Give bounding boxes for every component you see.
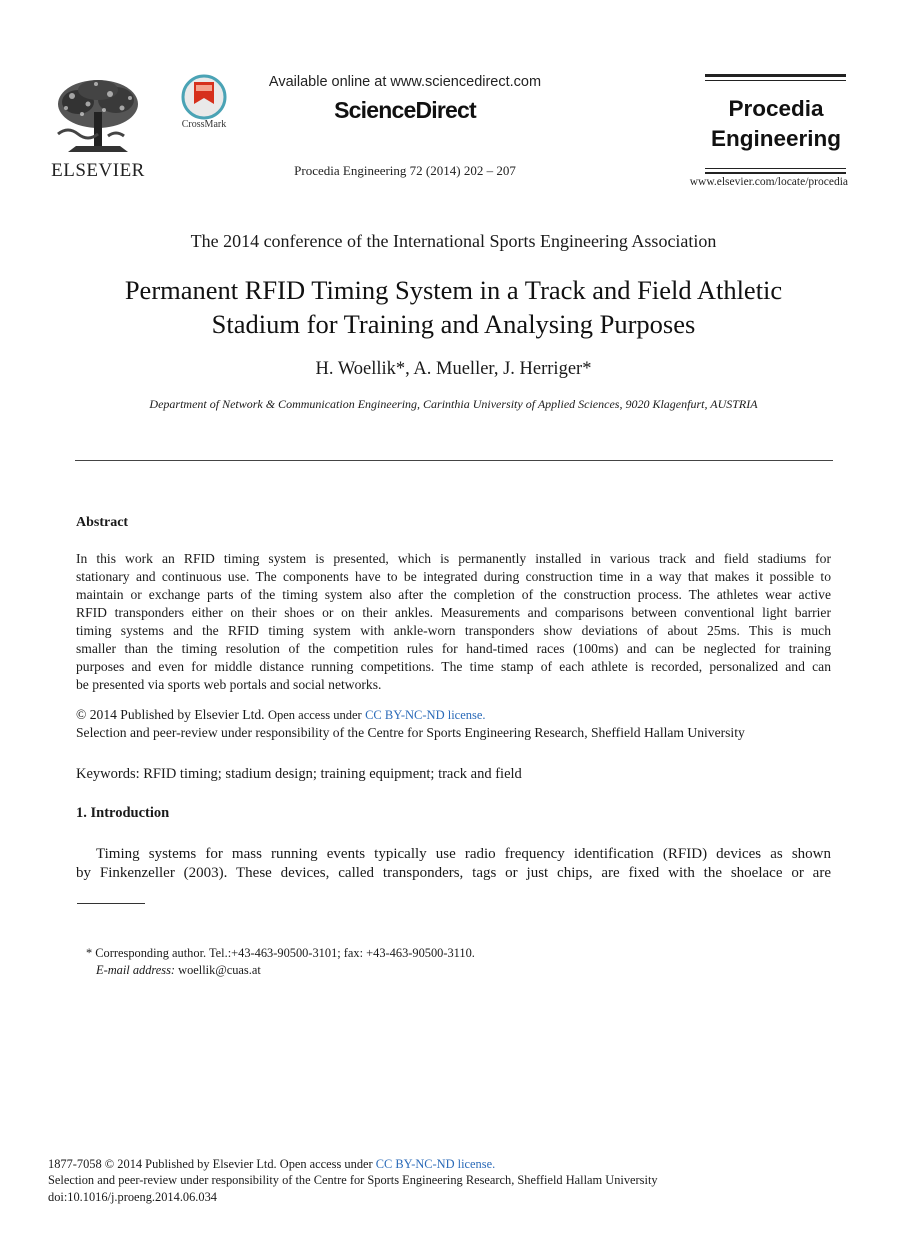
- footer-doi[interactable]: doi:10.1016/j.proeng.2014.06.034: [48, 1190, 217, 1204]
- article-title: [0, 273, 907, 341]
- copyright-text: © 2014 Published by Elsevier Ltd.: [76, 707, 265, 722]
- journal-name-line2: Engineering: [710, 126, 841, 151]
- abstract-line: be presented via sports web portals and social networks.: [76, 677, 382, 692]
- journal-name: [700, 94, 852, 154]
- journal-name-line1: Procedia: [728, 96, 824, 121]
- footer-issn-line: [48, 1157, 495, 1172]
- footer-peer-review: Selection and peer-review under responsibility of the Centre for Sports Engineering Research, Sheffield Hallam University: [48, 1173, 658, 1187]
- journal-citation: Procedia Engineering 72 (2014) 202 – 207: [294, 163, 516, 178]
- footer-issn-text: 1877-7058 © 2014 Published by Elsevier Ltd.: [48, 1157, 277, 1171]
- footer-open-access-text: Open access under: [279, 1157, 373, 1171]
- journal-url[interactable]: www.elsevier.com/locate/procedia: [689, 176, 848, 188]
- elsevier-logo: [48, 74, 148, 181]
- footnote-corresponding: * Corresponding author. Tel.:+43-463-90500-3101; fax: +43-463-90500-3110.: [86, 946, 475, 960]
- title-divider: [75, 460, 833, 461]
- introduction-body: [76, 845, 831, 883]
- footnote-email-line: [96, 963, 261, 978]
- article-title-line2: Stadium for Training and Analysing Purposes: [211, 309, 696, 339]
- abstract-line: stationary and continuous use. The components have to be integrated during construction time in a way that makes it possible to: [76, 569, 831, 584]
- footnote-rule: [77, 903, 145, 904]
- elsevier-logo-text: ELSEVIER: [51, 160, 145, 181]
- article-title-line1: Permanent RFID Timing System in a Track and Field Athletic: [124, 275, 783, 305]
- footer-license-link[interactable]: CC BY-NC-ND license.: [375, 1157, 496, 1171]
- abstract-heading: Abstract: [76, 515, 129, 530]
- abstract-line: In this work an RFID timing system is presented, which is permanently installed in various track and field stadiums for: [76, 551, 831, 566]
- email-address[interactable]: woellik@cuas.at: [178, 963, 261, 977]
- journal-rule-top-thin: [705, 80, 846, 81]
- journal-rule-bottom-thick: [705, 172, 846, 174]
- keywords: Keywords: RFID timing; stadium design; training equipment; track and field: [76, 766, 522, 782]
- section-heading-introduction: 1. Introduction: [76, 805, 170, 821]
- authors: H. Woellik*, A. Mueller, J. Herriger*: [315, 359, 592, 379]
- introduction-line: Timing systems for mass running events typically use radio frequency identification (RFID) devices as shown: [96, 846, 831, 862]
- affiliation: Department of Network & Communication Engineering, Carinthia University of Applied Sciences, 9020 Klagenfurt, AUSTRIA: [149, 397, 758, 411]
- copyright-line: [76, 707, 486, 723]
- abstract-body: [76, 550, 831, 694]
- available-online: Available online at www.sciencedirect.com: [268, 74, 542, 90]
- abstract-line: timing systems and the RFID timing system with ankle-worn transponders show deviations of about 25ms. This is much: [76, 623, 831, 638]
- abstract-line: purposes and even for middle distance running competitions. The time stamp of each athlete is recorded, personalized and can: [76, 659, 831, 674]
- journal-rule-bottom: [705, 168, 846, 169]
- email-label: E-mail address:: [96, 963, 176, 977]
- abstract-line: RFID transponders either on their shoes or on their ankles. Measurements and comparisons between conventional light barrier: [76, 605, 831, 620]
- open-access-text: Open access under: [267, 708, 362, 722]
- introduction-line: by Finkenzeller (2003). These devices, called transponders, tags or just chips, are fixed with the shoelace or are: [76, 865, 831, 881]
- crossmark-label: CrossMark: [181, 119, 227, 130]
- sciencedirect-logo[interactable]: ScienceDirect: [334, 97, 476, 123]
- abstract-line: smaller than the timing resolution of the competition rules for hand-timed races (100ms) and can be neglected for training: [76, 641, 831, 656]
- peer-review-statement: Selection and peer-review under responsibility of the Centre for Sports Engineering Research, Sheffield Hallam University: [76, 725, 745, 740]
- license-link[interactable]: CC BY-NC-ND license.: [365, 708, 486, 722]
- abstract-line: maintain or exchange parts of the timing system also after the completion of the construction process. The athletes wear active: [76, 587, 831, 602]
- elsevier-tree-icon: [48, 74, 148, 158]
- conference-name: The 2014 conference of the International Sports Engineering Association: [190, 231, 717, 251]
